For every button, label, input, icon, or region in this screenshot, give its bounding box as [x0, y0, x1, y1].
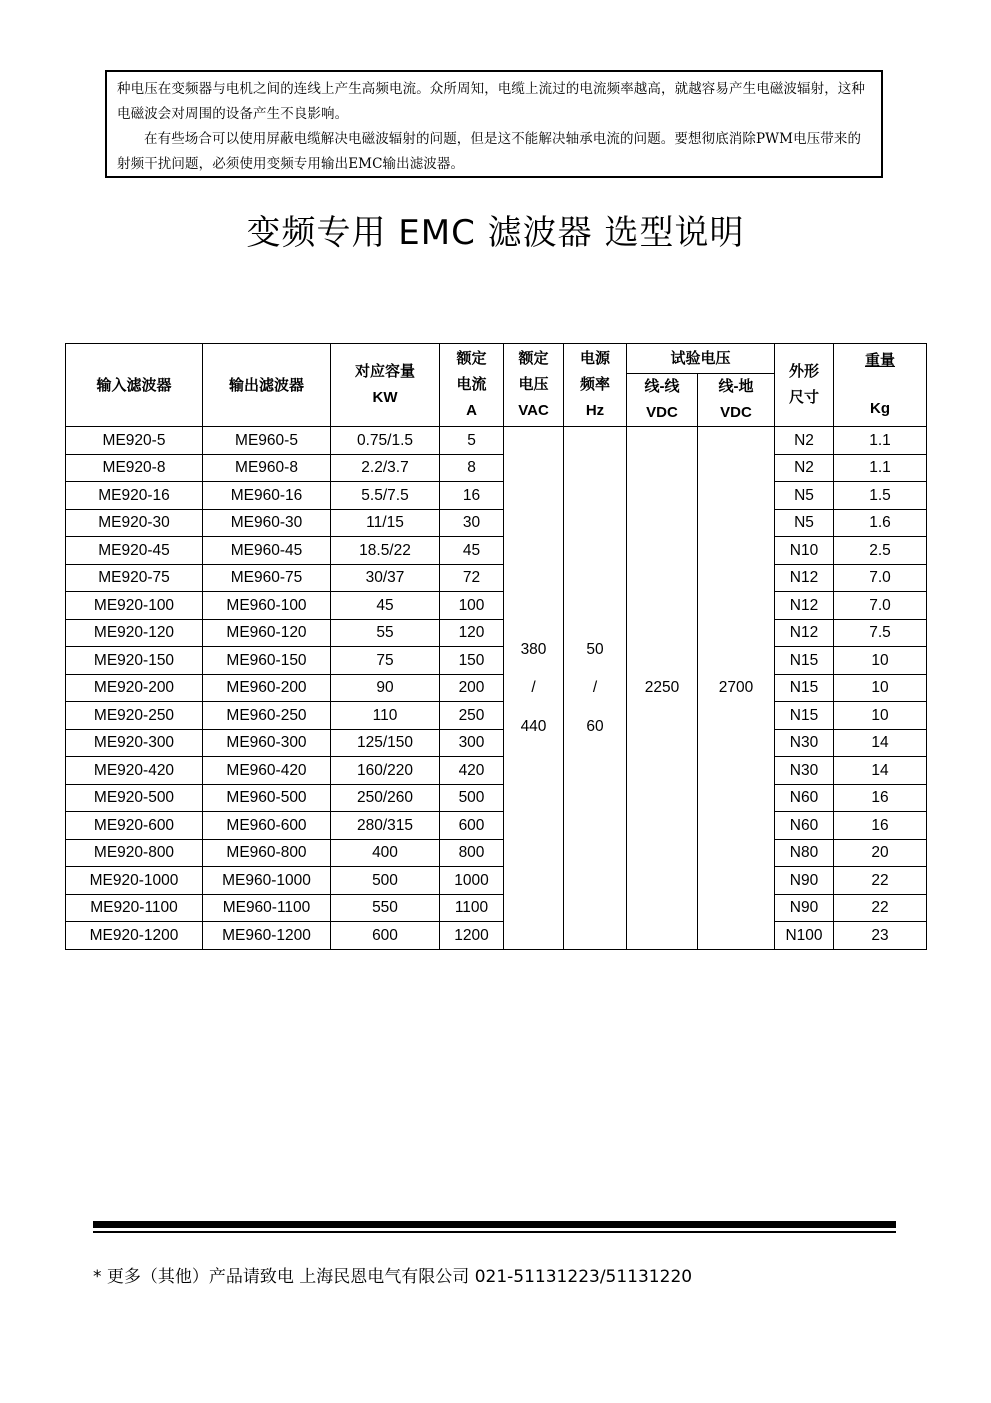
- cell-rated-voltage: [504, 427, 564, 950]
- cell-rated-current: 30: [440, 509, 504, 537]
- cell-capacity: 400: [331, 839, 440, 867]
- cell-input-filter: ME920-45: [66, 537, 203, 565]
- table-row: [66, 784, 927, 812]
- table-row: [66, 702, 927, 730]
- header-capacity: 对应容量 KW: [331, 344, 440, 427]
- intro-text-box: [105, 70, 883, 178]
- header-shape-size: 外形 尺寸: [775, 344, 834, 427]
- cell-weight: 10: [834, 674, 927, 702]
- cell-capacity: 55: [331, 619, 440, 647]
- cell-weight: 7.0: [834, 592, 927, 620]
- table-row: [66, 839, 927, 867]
- cell-input-filter: ME920-75: [66, 564, 203, 592]
- header-weight: 重量 Kg: [834, 344, 927, 427]
- cell-shape-size: N60: [775, 812, 834, 840]
- cell-input-filter: ME920-600: [66, 812, 203, 840]
- cell-input-filter: ME920-250: [66, 702, 203, 730]
- cell-rated-current: 1000: [440, 867, 504, 895]
- cell-capacity: 500: [331, 867, 440, 895]
- cell-rated-current: 120: [440, 619, 504, 647]
- cell-output-filter: ME960-30: [203, 509, 331, 537]
- cell-rated-voltage-part: /: [531, 679, 536, 696]
- cell-weight: 2.5: [834, 537, 927, 565]
- cell-shape-size: N60: [775, 784, 834, 812]
- footer-contact-note: * 更多（其他）产品请致电 上海民恩电气有限公司 021-51131223/51131220: [93, 1267, 693, 1287]
- cell-output-filter: ME960-500: [203, 784, 331, 812]
- header-input-filter: 输入滤波器: [66, 344, 203, 427]
- cell-output-filter: ME960-120: [203, 619, 331, 647]
- header-power-frequency: 电源 频率 Hz: [564, 344, 627, 427]
- table-row: [66, 812, 927, 840]
- cell-output-filter: ME960-45: [203, 537, 331, 565]
- cell-output-filter: ME960-1100: [203, 894, 331, 922]
- cell-power-frequency-part: 50: [586, 640, 604, 658]
- table-row: [66, 482, 927, 510]
- cell-output-filter: ME960-1000: [203, 867, 331, 895]
- cell-rated-current: 16: [440, 482, 504, 510]
- cell-capacity: 125/150: [331, 729, 440, 757]
- cell-power-frequency: [564, 427, 627, 950]
- cell-capacity: 90: [331, 674, 440, 702]
- cell-shape-size: N12: [775, 619, 834, 647]
- cell-output-filter: ME960-8: [203, 454, 331, 482]
- header-test-voltage: 试验电压: [627, 344, 775, 374]
- header-output-filter: 输出滤波器: [203, 344, 331, 427]
- cell-capacity: 5.5/7.5: [331, 482, 440, 510]
- cell-shape-size: N80: [775, 839, 834, 867]
- cell-weight: 1.1: [834, 454, 927, 482]
- cell-output-filter: ME960-75: [203, 564, 331, 592]
- cell-input-filter: ME920-420: [66, 757, 203, 785]
- cell-input-filter: ME920-16: [66, 482, 203, 510]
- cell-output-filter: ME960-600: [203, 812, 331, 840]
- cell-capacity: 280/315: [331, 812, 440, 840]
- cell-weight: 1.6: [834, 509, 927, 537]
- cell-shape-size: N10: [775, 537, 834, 565]
- table-row: [66, 537, 927, 565]
- table-row: [66, 894, 927, 922]
- cell-weight: 10: [834, 647, 927, 675]
- cell-shape-size: N15: [775, 702, 834, 730]
- cell-output-filter: ME960-800: [203, 839, 331, 867]
- page-title: 变频专用 EMC 滤波器 选型说明: [246, 213, 745, 253]
- cell-capacity: 250/260: [331, 784, 440, 812]
- table-row: [66, 867, 927, 895]
- intro-paragraph-2: 在有些场合可以使用屏蔽电缆解决电磁波辐射的问题，但是这不能解决轴承电流的问题。要想彻底消除PWM电压带来的射频干扰问题，必须使用变频专用输出EMC输出滤波器。: [117, 131, 862, 172]
- table-row: [66, 592, 927, 620]
- table-row: [66, 427, 927, 455]
- cell-input-filter: ME920-8: [66, 454, 203, 482]
- cell-capacity: 30/37: [331, 564, 440, 592]
- cell-shape-size: N90: [775, 867, 834, 895]
- table-body: [66, 427, 927, 950]
- intro-paragraph-1: 种电压在变频器与电机之间的连线上产生高频电流。众所周知，电缆上流过的电流频率越高，就越容易产生电磁波辐射，这种电磁波会对周围的设备产生不良影响。: [117, 81, 865, 122]
- cell-output-filter: ME960-250: [203, 702, 331, 730]
- header-line-line: 线-线 VDC: [627, 374, 698, 427]
- cell-weight: 14: [834, 757, 927, 785]
- cell-input-filter: ME920-5: [66, 427, 203, 455]
- cell-rated-current: 200: [440, 674, 504, 702]
- cell-shape-size: N30: [775, 729, 834, 757]
- table-row: [66, 922, 927, 950]
- table-row: [66, 454, 927, 482]
- cell-input-filter: ME920-1100: [66, 894, 203, 922]
- filter-selection-table: [65, 343, 927, 950]
- cell-output-filter: ME960-150: [203, 647, 331, 675]
- cell-rated-current: 420: [440, 757, 504, 785]
- cell-weight: 16: [834, 812, 927, 840]
- cell-input-filter: ME920-1000: [66, 867, 203, 895]
- cell-output-filter: ME960-16: [203, 482, 331, 510]
- cell-rated-current: 250: [440, 702, 504, 730]
- cell-rated-current: 72: [440, 564, 504, 592]
- cell-input-filter: ME920-800: [66, 839, 203, 867]
- cell-weight: 10: [834, 702, 927, 730]
- cell-shape-size: N15: [775, 647, 834, 675]
- cell-weight: 22: [834, 867, 927, 895]
- cell-input-filter: ME920-100: [66, 592, 203, 620]
- cell-rated-voltage-part: 440: [520, 717, 547, 735]
- cell-rated-current: 1200: [440, 922, 504, 950]
- cell-input-filter: ME920-500: [66, 784, 203, 812]
- cell-rated-current: 800: [440, 839, 504, 867]
- cell-input-filter: ME920-120: [66, 619, 203, 647]
- table-row: [66, 564, 927, 592]
- table-row: [66, 509, 927, 537]
- cell-capacity: 11/15: [331, 509, 440, 537]
- cell-shape-size: N12: [775, 564, 834, 592]
- cell-weight: 1.5: [834, 482, 927, 510]
- cell-input-filter: ME920-1200: [66, 922, 203, 950]
- cell-input-filter: ME920-30: [66, 509, 203, 537]
- table-row: [66, 619, 927, 647]
- cell-capacity: 2.2/3.7: [331, 454, 440, 482]
- cell-rated-current: 1100: [440, 894, 504, 922]
- cell-shape-size: N100: [775, 922, 834, 950]
- cell-output-filter: ME960-5: [203, 427, 331, 455]
- cell-rated-current: 8: [440, 454, 504, 482]
- cell-shape-size: N2: [775, 427, 834, 455]
- cell-weight: 1.1: [834, 427, 927, 455]
- cell-capacity: 550: [331, 894, 440, 922]
- cell-shape-size: N90: [775, 894, 834, 922]
- cell-capacity: 18.5/22: [331, 537, 440, 565]
- header-rated-voltage: 额定 电压 VAC: [504, 344, 564, 427]
- cell-weight: 20: [834, 839, 927, 867]
- cell-output-filter: ME960-100: [203, 592, 331, 620]
- cell-weight: 16: [834, 784, 927, 812]
- cell-capacity: 160/220: [331, 757, 440, 785]
- cell-output-filter: ME960-1200: [203, 922, 331, 950]
- cell-output-filter: ME960-200: [203, 674, 331, 702]
- cell-rated-current: 100: [440, 592, 504, 620]
- table-row: [66, 757, 927, 785]
- cell-line-line-voltage: 2250: [627, 427, 698, 950]
- cell-power-frequency-part: /: [592, 679, 598, 696]
- table-row: [66, 674, 927, 702]
- cell-weight: 22: [834, 894, 927, 922]
- cell-input-filter: ME920-200: [66, 674, 203, 702]
- cell-capacity: 0.75/1.5: [331, 427, 440, 455]
- cell-weight: 7.5: [834, 619, 927, 647]
- cell-shape-size: N12: [775, 592, 834, 620]
- cell-rated-current: 600: [440, 812, 504, 840]
- cell-shape-size: N15: [775, 674, 834, 702]
- header-rated-current: 额定 电流 A: [440, 344, 504, 427]
- cell-capacity: 600: [331, 922, 440, 950]
- cell-output-filter: ME960-420: [203, 757, 331, 785]
- table-row: [66, 647, 927, 675]
- cell-shape-size: N30: [775, 757, 834, 785]
- cell-input-filter: ME920-150: [66, 647, 203, 675]
- cell-output-filter: ME960-300: [203, 729, 331, 757]
- header-line-ground: 线-地 VDC: [698, 374, 775, 427]
- cell-rated-current: 150: [440, 647, 504, 675]
- cell-capacity: 75: [331, 647, 440, 675]
- cell-weight: 23: [834, 922, 927, 950]
- cell-line-ground-voltage: 2700: [698, 427, 775, 950]
- cell-rated-current: 500: [440, 784, 504, 812]
- cell-rated-current: 45: [440, 537, 504, 565]
- cell-shape-size: N5: [775, 482, 834, 510]
- footer-divider-thin: [93, 1231, 896, 1233]
- cell-rated-current: 300: [440, 729, 504, 757]
- cell-capacity: 110: [331, 702, 440, 730]
- cell-weight: 7.0: [834, 564, 927, 592]
- footer-divider-thick: [93, 1221, 896, 1228]
- cell-power-frequency-part: 60: [586, 717, 604, 735]
- cell-shape-size: N5: [775, 509, 834, 537]
- table-row: [66, 729, 927, 757]
- cell-input-filter: ME920-300: [66, 729, 203, 757]
- cell-weight: 14: [834, 729, 927, 757]
- cell-capacity: 45: [331, 592, 440, 620]
- cell-shape-size: N2: [775, 454, 834, 482]
- cell-rated-current: 5: [440, 427, 504, 455]
- cell-rated-voltage-part: 380: [520, 640, 547, 658]
